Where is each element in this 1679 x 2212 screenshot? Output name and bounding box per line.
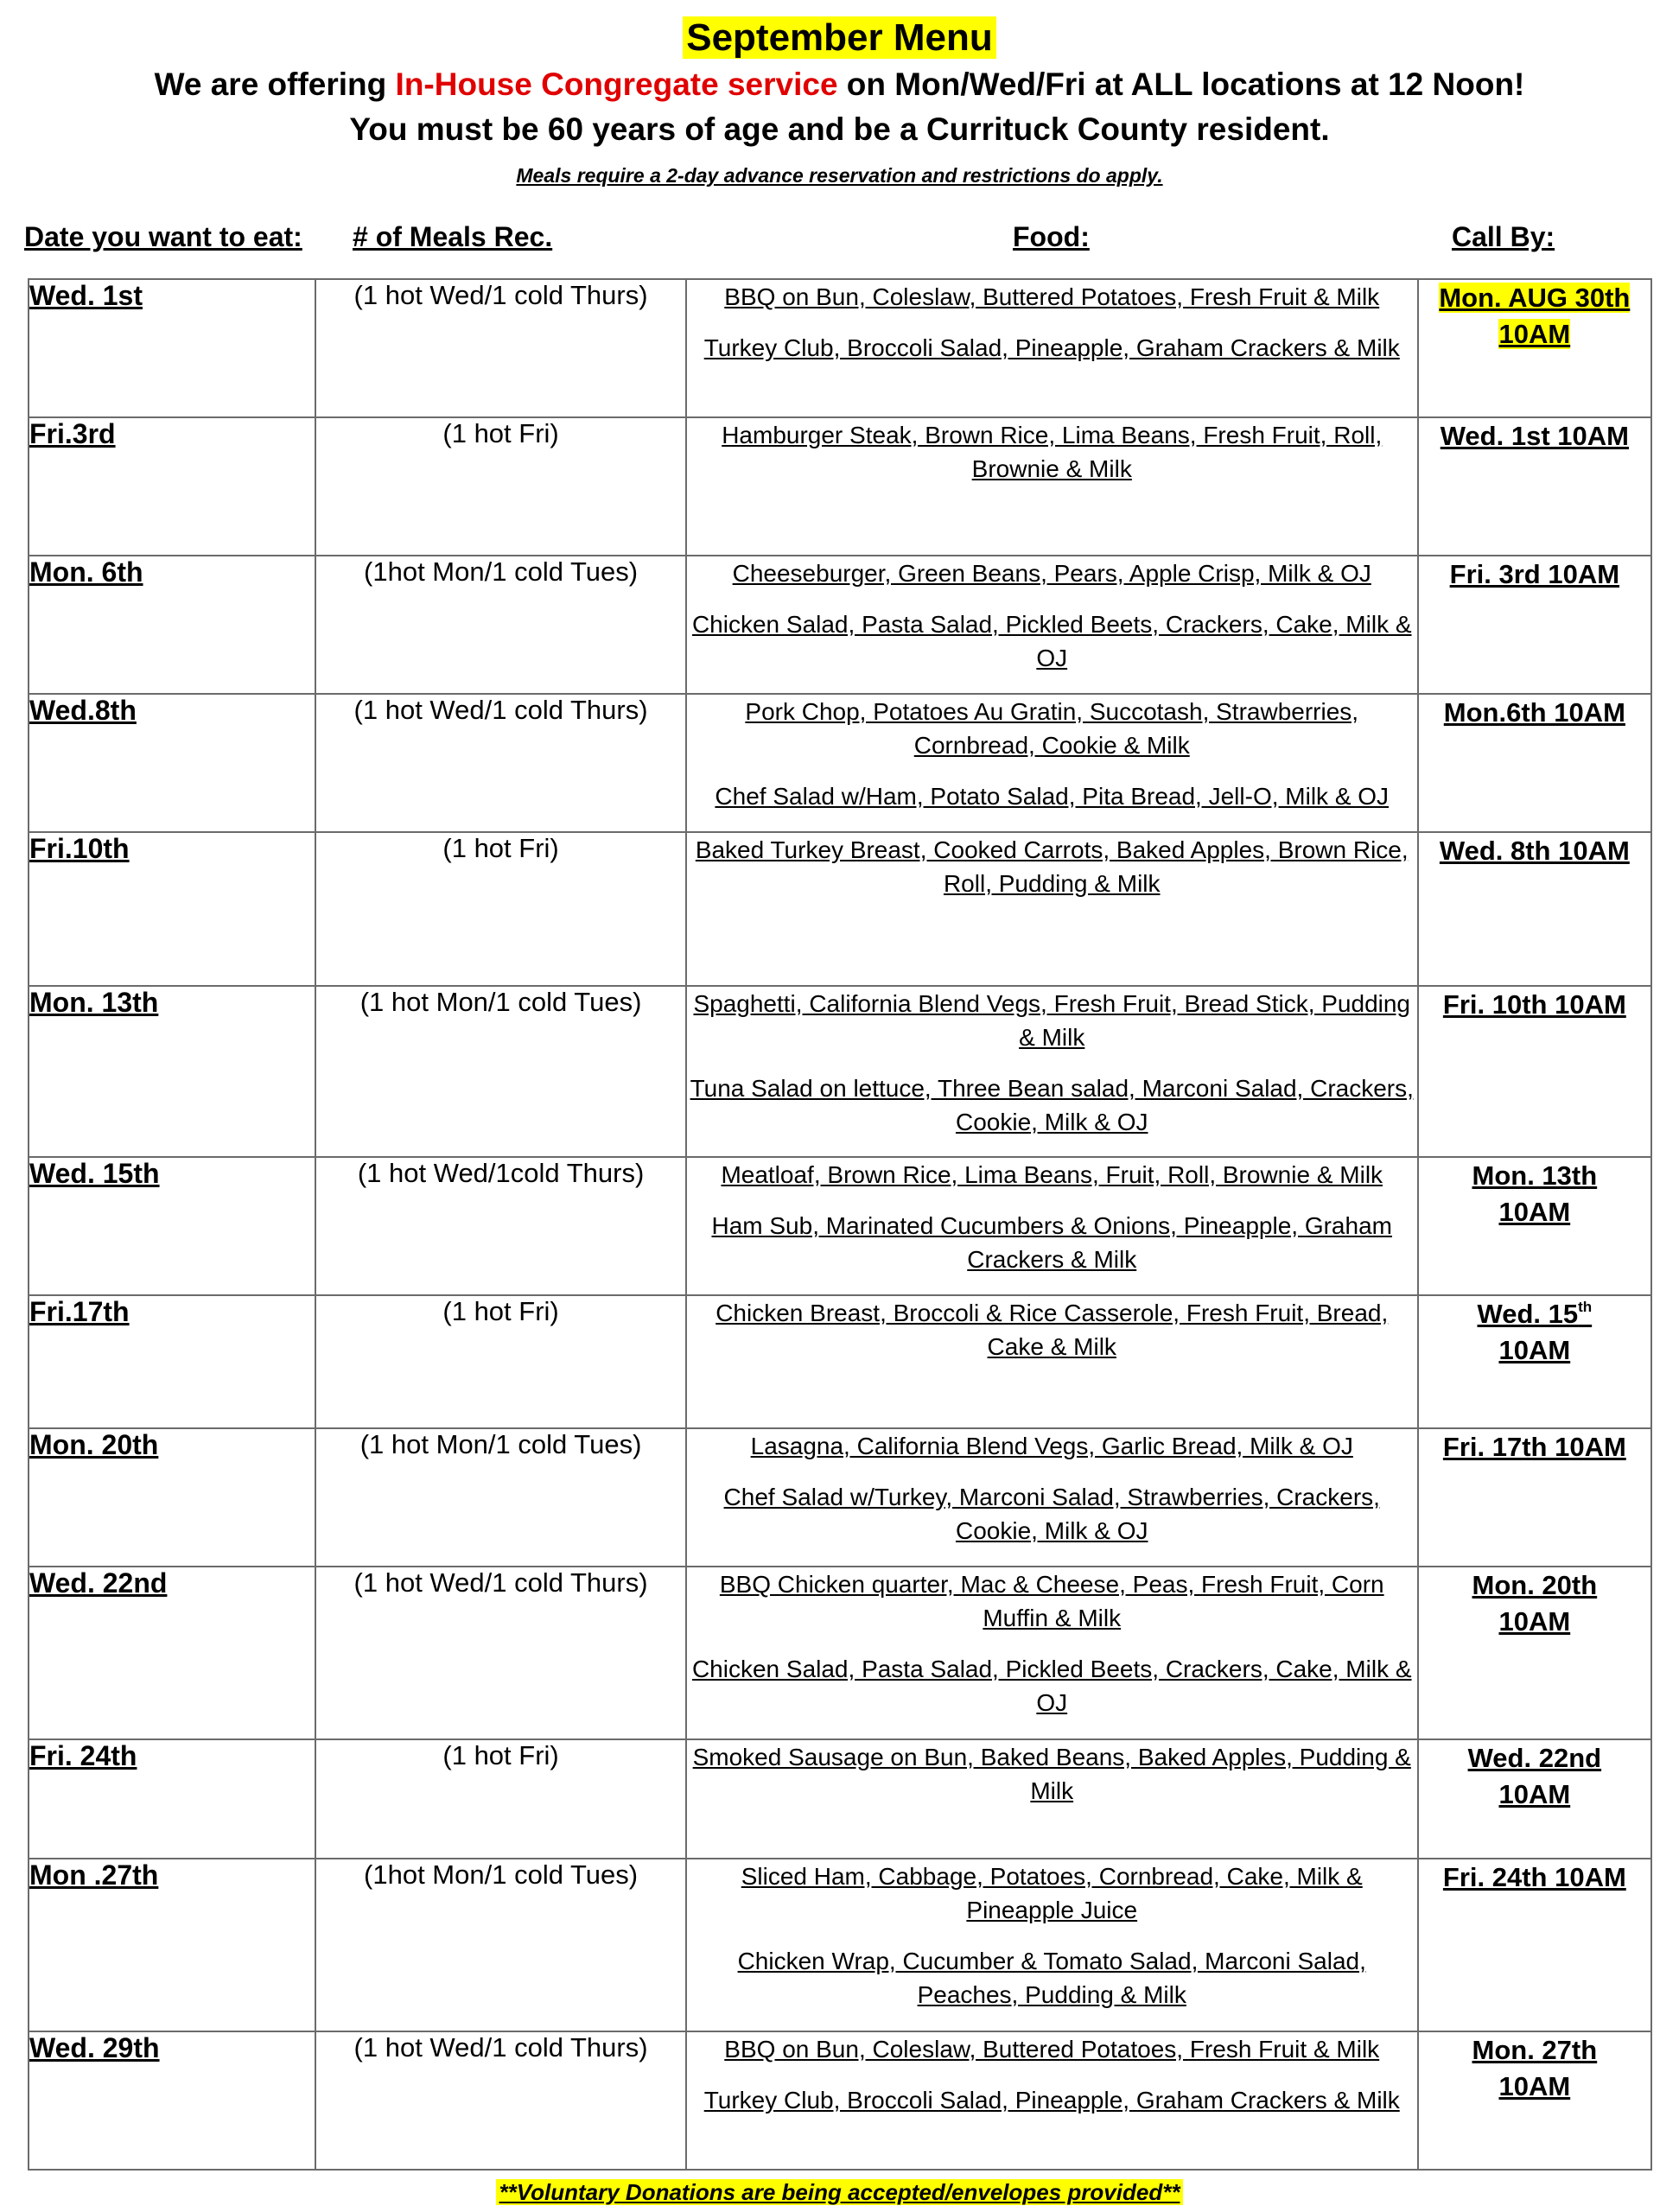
hot-meal-menu: Pork Chop, Potatoes Au Gratin, Succotash, Strawberries, Cornbread, Cookie & Milk xyxy=(745,698,1359,759)
hot-meal-menu: Chicken Breast, Broccoli & Rice Casserole, Fresh Fruit, Bread, Cake & Milk xyxy=(715,1300,1389,1360)
call-by-cell xyxy=(1418,1295,1651,1428)
call-by-cell xyxy=(1418,1428,1651,1567)
cold-meal-menu: Chicken Salad, Pasta Salad, Pickled Beets, Crackers, Cake, Milk & OJ xyxy=(691,1656,1412,1716)
column-header-meals: # of Meals Rec. xyxy=(353,221,553,252)
meals-received: (1hot Mon/1 cold Tues) xyxy=(315,1859,685,2031)
menu-table xyxy=(28,278,1652,2171)
food-cell xyxy=(686,2031,1418,2170)
food-cell xyxy=(686,694,1418,832)
meals-received: (1 hot Fri) xyxy=(315,1739,685,1859)
hot-meal-menu: Baked Turkey Breast, Cooked Carrots, Baked Apples, Brown Rice, Roll, Pudding & Milk xyxy=(695,836,1409,897)
meal-date: Fri.10th xyxy=(29,832,315,986)
hot-meal-menu: Hamburger Steak, Brown Rice, Lima Beans, Fresh Fruit, Roll, Brownie & Milk xyxy=(722,422,1383,482)
food-cell xyxy=(686,986,1418,1157)
food-cell xyxy=(686,417,1418,556)
call-by-cell xyxy=(1418,1157,1651,1295)
menu-row xyxy=(29,417,1651,556)
call-by-cell xyxy=(1418,1739,1651,1859)
hot-meal-menu: Spaghetti, California Blend Vegs, Fresh Fruit, Bread Stick, Pudding & Milk xyxy=(693,990,1411,1051)
column-header-food: Food: xyxy=(1013,221,1090,252)
meal-date: Mon .27th xyxy=(29,1859,315,2031)
call-by-cell xyxy=(1418,2031,1651,2170)
meals-received: (1 hot Wed/1 cold Thurs) xyxy=(315,2031,685,2170)
call-by-time: 10AM xyxy=(1498,2071,1571,2101)
call-by-deadline: Wed. 1st 10AM xyxy=(1440,421,1629,451)
menu-row xyxy=(29,832,1651,986)
meals-received: (1 hot Wed/1 cold Thurs) xyxy=(315,694,685,832)
call-by-deadline: Mon. AUG 30th xyxy=(1439,283,1631,313)
meals-received: (1 hot Mon/1 cold Tues) xyxy=(315,986,685,1157)
cold-meal-menu: Chicken Wrap, Cucumber & Tomato Salad, Marconi Salad, Peaches, Pudding & Milk xyxy=(737,1948,1366,2008)
call-by-cell xyxy=(1418,417,1651,556)
call-by-cell xyxy=(1418,986,1651,1157)
cold-meal-menu: Chicken Salad, Pasta Salad, Pickled Beets, Crackers, Cake, Milk & OJ xyxy=(691,611,1412,671)
ordinal-suffix: th xyxy=(1578,1299,1593,1315)
meal-date: Mon. 6th xyxy=(29,556,315,694)
call-by-time: 10AM xyxy=(1498,1335,1571,1365)
menu-row xyxy=(29,694,1651,832)
meal-date: Wed. 29th xyxy=(29,2031,315,2170)
call-by-cell xyxy=(1418,694,1651,832)
menu-row xyxy=(29,1157,1651,1295)
call-by-cell xyxy=(1418,1567,1651,1739)
meal-date: Mon. 13th xyxy=(29,986,315,1157)
food-cell xyxy=(686,832,1418,986)
donation-footer xyxy=(0,2179,1679,2206)
call-by-time: 10AM xyxy=(1498,1197,1571,1227)
eligibility-requirement: You must be 60 years of age and be a Currituck County resident. xyxy=(349,111,1330,147)
hot-meal-menu: Lasagna, California Blend Vegs, Garlic Bread, Milk & OJ xyxy=(750,1433,1353,1459)
menu-row xyxy=(29,279,1651,417)
hot-meal-menu: BBQ Chicken quarter, Mac & Cheese, Peas, Fresh Fruit, Corn Muffin & Milk xyxy=(719,1571,1384,1631)
hot-meal-menu: Sliced Ham, Cabbage, Potatoes, Cornbread, Cake, Milk & Pineapple Juice xyxy=(741,1863,1363,1923)
hot-meal-menu: Smoked Sausage on Bun, Baked Beans, Baked Apples, Pudding & Milk xyxy=(692,1744,1411,1804)
page-title: September Menu xyxy=(683,16,996,59)
food-cell xyxy=(686,1157,1418,1295)
column-header-date: Date you want to eat: xyxy=(24,221,302,252)
hot-meal-menu: Meatloaf, Brown Rice, Lima Beans, Fruit, Roll, Brownie & Milk xyxy=(721,1161,1383,1188)
announcement-tail-text: on Mon/Wed/Fri at ALL locations at 12 Noon! xyxy=(837,67,1525,102)
food-cell xyxy=(686,1859,1418,2031)
menu-row xyxy=(29,1859,1651,2031)
menu-row xyxy=(29,2031,1651,2170)
hot-meal-menu: BBQ on Bun, Coleslaw, Buttered Potatoes, Fresh Fruit & Milk xyxy=(724,283,1380,310)
meal-date: Wed. 22nd xyxy=(29,1567,315,1739)
menu-row xyxy=(29,1428,1651,1567)
call-by-deadline: Mon. 27th xyxy=(1472,2035,1598,2065)
food-cell xyxy=(686,1739,1418,1859)
meals-received: (1 hot Fri) xyxy=(315,832,685,986)
meals-received: (1 hot Fri) xyxy=(315,1295,685,1428)
meals-received: (1 hot Wed/1cold Thurs) xyxy=(315,1157,685,1295)
donation-note: **Voluntary Donations are being accepted/envelopes provided** xyxy=(496,2179,1184,2205)
meal-date: Mon. 20th xyxy=(29,1428,315,1567)
meal-date: Fri.3rd xyxy=(29,417,315,556)
cold-meal-menu: Tuna Salad on lettuce, Three Bean salad, Marconi Salad, Crackers, Cookie, Milk & OJ xyxy=(690,1075,1414,1135)
cold-meal-menu: Ham Sub, Marinated Cucumbers & Onions, Pineapple, Graham Crackers & Milk xyxy=(711,1212,1392,1273)
meals-received: (1 hot Mon/1 cold Tues) xyxy=(315,1428,685,1567)
service-announcement xyxy=(0,64,1679,105)
call-by-deadline: Mon.6th 10AM xyxy=(1443,697,1625,728)
meals-received: (1 hot Wed/1 cold Thurs) xyxy=(315,279,685,417)
call-by-cell xyxy=(1418,1859,1651,2031)
food-cell xyxy=(686,279,1418,417)
announcement-lead-text: We are offering xyxy=(154,67,396,102)
call-by-cell xyxy=(1418,832,1651,986)
meal-date: Wed. 15th xyxy=(29,1157,315,1295)
call-by-deadline: Fri. 17th 10AM xyxy=(1442,1432,1626,1462)
food-cell xyxy=(686,1428,1418,1567)
meal-date: Wed.8th xyxy=(29,694,315,832)
call-by-time: 10AM xyxy=(1498,319,1571,349)
call-by-deadline: Wed. 15 xyxy=(1477,1299,1579,1329)
cold-meal-menu: Turkey Club, Broccoli Salad, Pineapple, Graham Crackers & Milk xyxy=(703,2087,1400,2113)
cold-meal-menu: Turkey Club, Broccoli Salad, Pineapple, Graham Crackers & Milk xyxy=(703,334,1400,361)
cold-meal-menu: Chef Salad w/Turkey, Marconi Salad, Strawberries, Crackers, Cookie, Milk & OJ xyxy=(723,1484,1380,1544)
menu-row xyxy=(29,1739,1651,1859)
menu-row xyxy=(29,1567,1651,1739)
meal-date: Fri. 24th xyxy=(29,1739,315,1859)
call-by-deadline: Wed. 8th 10AM xyxy=(1439,836,1630,866)
hot-meal-menu: BBQ on Bun, Coleslaw, Buttered Potatoes, Fresh Fruit & Milk xyxy=(724,2036,1380,2063)
call-by-deadline: Wed. 22nd xyxy=(1467,1743,1602,1773)
hot-meal-menu: Cheeseburger, Green Beans, Pears, Apple Crisp, Milk & OJ xyxy=(732,560,1371,587)
food-cell xyxy=(686,1295,1418,1428)
column-header-call-by: Call By: xyxy=(1452,221,1555,252)
call-by-deadline: Mon. 13th xyxy=(1472,1160,1598,1191)
menu-row xyxy=(29,1295,1651,1428)
call-by-cell xyxy=(1418,556,1651,694)
food-cell xyxy=(686,1567,1418,1739)
call-by-deadline: Fri. 10th 10AM xyxy=(1442,989,1626,1020)
menu-row xyxy=(29,986,1651,1157)
cold-meal-menu: Chef Salad w/Ham, Potato Salad, Pita Bread, Jell-O, Milk & OJ xyxy=(715,783,1390,810)
call-by-deadline: Fri. 24th 10AM xyxy=(1442,1862,1626,1892)
meals-received: (1hot Mon/1 cold Tues) xyxy=(315,556,685,694)
congregate-service-text: In-House Congregate service xyxy=(395,67,838,102)
reservation-note: Meals require a 2-day advance reservation and restrictions do apply. xyxy=(516,164,1163,187)
call-by-cell xyxy=(1418,279,1651,417)
call-by-time: 10AM xyxy=(1498,1606,1571,1637)
meals-received: (1 hot Fri) xyxy=(315,417,685,556)
call-by-deadline: Mon. 20th xyxy=(1472,1570,1598,1600)
call-by-deadline: Fri. 3rd 10AM xyxy=(1449,559,1620,589)
meal-date: Fri.17th xyxy=(29,1295,315,1428)
food-cell xyxy=(686,556,1418,694)
menu-row xyxy=(29,556,1651,694)
meals-received: (1 hot Wed/1 cold Thurs) xyxy=(315,1567,685,1739)
call-by-time: 10AM xyxy=(1498,1779,1571,1809)
meal-date: Wed. 1st xyxy=(29,279,315,417)
